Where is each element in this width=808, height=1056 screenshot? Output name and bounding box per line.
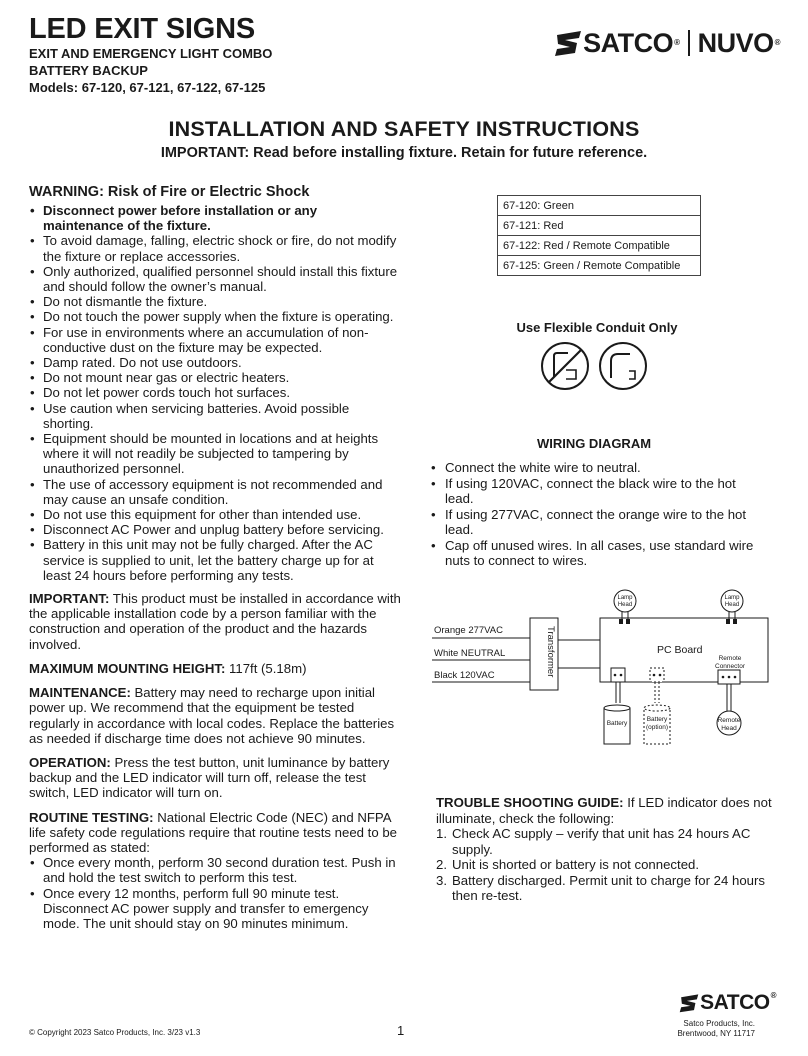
transformer [530, 618, 558, 690]
optional-battery [644, 705, 670, 744]
optional-battery-connector [650, 668, 664, 703]
wiring-diagram-heading: WIRING DIAGRAM [536, 436, 652, 451]
list-item: • Once every 12 months, perform full 90 minute test. Disconnect AC power supply and transfer to emergency mode. The unit should stay on 90 minutes minimum. [29, 886, 401, 932]
svg-text:Head: Head [724, 602, 740, 608]
operation-paragraph: OPERATION: Press the test button, unit luminance by battery backup and the LED indicator will turn off, release the test switch, LED indicator will turn on. [29, 754, 390, 801]
remote-connector-label-1: Remote [718, 655, 742, 662]
list-item: • Do not dismantle the fixture. [29, 294, 401, 309]
logo-divider [688, 30, 690, 56]
list-item: • To avoid damage, falling, electric shock or fire, do not modify the fixture or replace accessories. [29, 233, 401, 263]
document-title: LED EXIT SIGNS [29, 13, 256, 45]
company-city: Brentwood, NY 11717 [677, 1029, 755, 1038]
models-line: Models: 67-120, 67-121, 67-122, 67-125 [29, 80, 266, 95]
table-cell: 67-125: Green / Remote Compatible [498, 256, 701, 276]
conduit-icons [540, 341, 650, 393]
list-item: 2. Unit is shorted or battery is not connected. [436, 857, 700, 872]
svg-text:PC Board: PC Board [657, 644, 703, 656]
remote-connector-label-2: Connector [715, 663, 745, 670]
flexible-conduit-icon [600, 343, 646, 389]
list-item: • Damp rated. Do not use outdoors. [29, 355, 401, 370]
list-item: • Only authorized, qualified personnel should install this fixture and should follow the owner’s manual. [29, 264, 401, 294]
battery [604, 705, 630, 744]
list-item: • Once every month, perform 30 second duration test. Push in and hold the test switch to perform this test. [29, 855, 401, 885]
table-row [498, 256, 701, 276]
trouble-list [436, 826, 776, 904]
trouble-shooting-guide [436, 795, 776, 904]
no-rigid-conduit-icon [542, 343, 588, 389]
list-item: • Disconnect AC Power and unplug battery before servicing. [29, 522, 401, 537]
conduit-title: Use Flexible Conduit Only [516, 320, 678, 335]
orange-wire-label: Orange 277VAC [434, 625, 504, 636]
svg-text:Battery: Battery [646, 716, 668, 723]
list-item: 1. Check AC supply – verify that unit has 24 hours AC supply. [436, 826, 751, 857]
list-item: • Do not let power cords touch hot surfaces. [29, 385, 401, 400]
wiring-instructions [430, 460, 760, 569]
list-item: • Connect the white wire to neutral. [430, 460, 760, 476]
table-cell: 67-122: Red / Remote Compatible [498, 236, 701, 256]
input-wires [432, 625, 530, 682]
left-column [29, 184, 401, 931]
list-item: • Do not use this equipment for other than intended use. [29, 507, 401, 522]
list-item: • The use of accessory equipment is not recommended and may cause an unsafe condition. [29, 477, 401, 507]
satco-s-mark-icon [678, 993, 700, 1013]
svg-text:Remote: Remote [717, 717, 741, 724]
routine-testing-paragraph: ROUTINE TESTING: National Electric Code (NEC) and NFPA life safety code regulations require that routine tests need to be performed as stated: [29, 809, 398, 855]
svg-text:Head: Head [721, 725, 737, 732]
list-item: • Cap off unused wires. In all cases, use standard wire nuts to connect to wires. [430, 538, 760, 569]
black-wire-label: Black 120VAC [434, 670, 495, 681]
list-item: • If using 277VAC, connect the orange wire to the hot lead. [430, 507, 760, 538]
routine-testing-list [29, 855, 401, 931]
list-item: • Do not mount near gas or electric heaters. [29, 370, 401, 385]
sub-heading: IMPORTANT: Read before installing fixture. Retain for future reference. [160, 145, 648, 161]
list-item: • If using 120VAC, connect the black wire to the hot lead. [430, 476, 760, 507]
list-item: • Disconnect power before installation or any maintenance of the fixture. [29, 203, 401, 233]
nuvo-logo-text: NUVO® [697, 28, 780, 58]
battery-connector [611, 668, 625, 703]
svg-text:Transformer: Transformer [545, 626, 556, 678]
svg-text:Head: Head [617, 602, 633, 608]
table-row [498, 236, 701, 256]
subtitle-battery: BATTERY BACKUP [29, 63, 148, 78]
warning-heading: WARNING: Risk of Fire or Electric Shock [29, 184, 310, 200]
list-item: • Equipment should be mounted in locations and at heights where it will not readily be subjected to tampering by unauthorized personnel. [29, 431, 401, 477]
table-cell: 67-121: Red [498, 216, 701, 236]
list-item: • For use in environments where an accumulation of non-conductive dust on the fixture may be expected. [29, 325, 401, 355]
white-wire-label: White NEUTRAL [434, 648, 506, 659]
table-row [498, 216, 701, 236]
page-number: 1 [397, 1023, 405, 1038]
svg-text:Lamp: Lamp [724, 595, 740, 601]
svg-text:Battery: Battery [606, 720, 628, 727]
warning-list [29, 203, 401, 583]
trouble-intro: TROUBLE SHOOTING GUIDE: If LED indicator does not illuminate, check the following: [436, 795, 772, 826]
satco-logo-text: SATCO® [583, 28, 680, 58]
satco-s-mark-icon [553, 29, 583, 57]
company-name: Satco Products, Inc. [683, 1019, 755, 1028]
list-item: • Do not touch the power supply when the fixture is operating. [29, 309, 401, 324]
footer-logo-text: SATCO® [700, 991, 776, 1014]
remote-connector [718, 670, 740, 711]
table-row [498, 196, 701, 216]
wiring-list [430, 460, 760, 569]
main-heading: INSTALLATION AND SAFETY INSTRUCTIONS [168, 117, 640, 141]
list-item: • Use caution when servicing batteries. Avoid possible shorting. [29, 401, 401, 431]
company-address [677, 1019, 755, 1039]
important-paragraph: IMPORTANT: This product must be installed in accordance with the applicable installation code by a person familiar with the construction and operation of the product and the hazards involved. [29, 591, 401, 652]
remote-head [717, 711, 741, 735]
footer-copyright: © Copyright 2023 Satco Products, Inc. 3/23 v1.3 [29, 1028, 201, 1037]
svg-text:Lamp: Lamp [617, 595, 633, 601]
models-table [497, 195, 701, 276]
svg-text:(option): (option) [645, 724, 669, 731]
brand-logos [553, 28, 780, 58]
wiring-diagram [430, 588, 778, 748]
footer-logo [678, 991, 776, 1015]
subtitle-combo: EXIT AND EMERGENCY LIGHT COMBO [29, 46, 273, 61]
mounting-height: MAXIMUM MOUNTING HEIGHT: 117ft (5.18m) [29, 660, 307, 676]
table-cell: 67-120: Green [498, 196, 701, 216]
list-item: 3. Battery discharged. Permit unit to charge for 24 hours then re-test. [436, 872, 765, 903]
maintenance-paragraph: MAINTENANCE: Battery may need to recharge upon initial power up. We recommend that the equipment be tested regularly in accordance with local codes. Replace the batteries as needed if discharge time does not achieve 90 minutes. [29, 685, 395, 746]
list-item: • Battery in this unit may not be fully charged. After the AC service is supplied to unit, let the battery charge up for at least 24 hours before performing any tests. [29, 537, 401, 583]
